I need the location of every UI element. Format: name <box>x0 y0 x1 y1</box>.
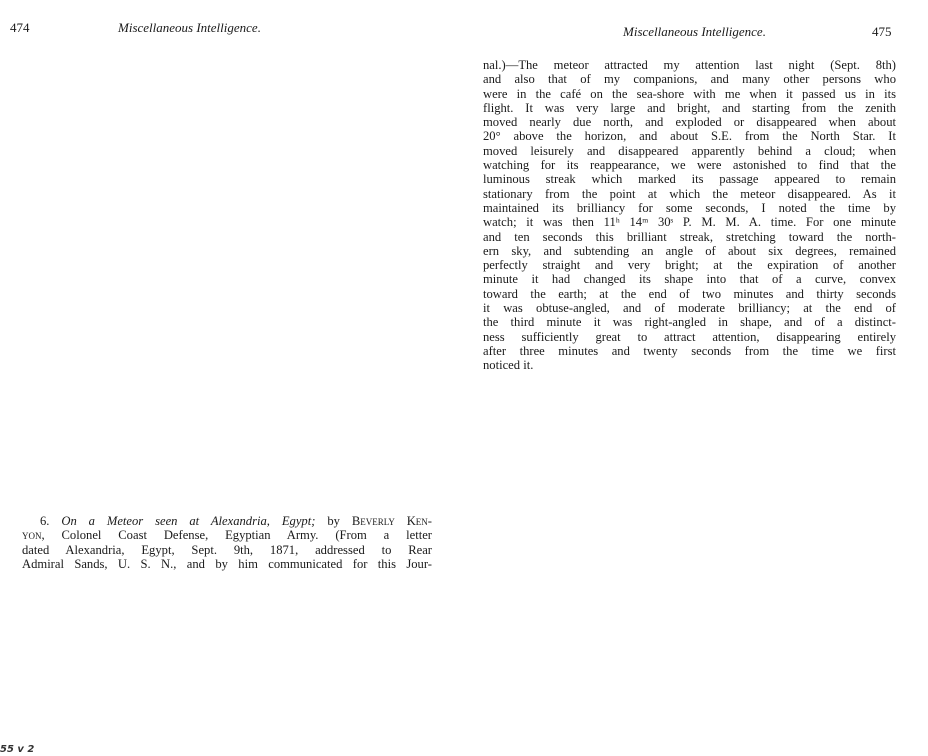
body-line: the third minute it was right-angled in shape, and of a distinct- <box>483 315 896 330</box>
body-line: were in the café on the sea-shore with me when it passed us in its <box>483 86 896 101</box>
body-line: moved leisurely and disappeared apparently behind a cloud; when <box>483 143 896 158</box>
body-line: watch; it was then 11ʰ 14ᵐ 30ˢ P. M. M. A. time. For one minute <box>483 215 896 230</box>
body-line: ern sky, and subtending an angle of about six degrees, remained <box>483 243 896 258</box>
article-heading-line <box>22 514 432 528</box>
page-number: 475 <box>872 24 892 39</box>
body-line: minute it had changed its shape into that of a curve, convex <box>483 272 896 287</box>
article-line: dated Alexandria, Egypt, Sept. 9th, 1871, addressed to Rear <box>22 542 432 557</box>
article-number: 6. <box>40 514 50 528</box>
body-line: perfectly straight and very bright; at the expiration of another <box>483 258 896 273</box>
author-name: Beverly Ken- <box>351 514 433 528</box>
body-line: watching for its reappearance, we were astonished to find that the <box>483 158 896 173</box>
body-line: stationary from the point at which the meteor disappeared. As it <box>483 186 896 201</box>
running-head: Miscellaneous Intelligence. <box>118 20 261 35</box>
by-text: by <box>327 514 340 528</box>
body-line: and ten seconds this brilliant streak, stretching toward the north- <box>483 229 896 244</box>
body-line: 20° above the horizon, and about S.E. from the North Star. It <box>483 129 896 144</box>
body-line: luminous streak which marked its passage appeared to remain <box>483 172 896 187</box>
body-line: nal.)—The meteor attracted my attention last night (Sept. 8th) <box>483 58 896 72</box>
body-line: noticed it. <box>483 358 534 373</box>
body-line: moved nearly due north, and exploded or disappeared when about <box>483 115 896 130</box>
body-line: ness sufficiently great to attract attention, disappearing entirely <box>483 329 896 344</box>
article-body <box>483 58 896 373</box>
article-title: On a Meteor seen at Alexandria, Egypt; <box>61 514 316 528</box>
body-line: after three minutes and twenty seconds from the time we first <box>483 343 896 358</box>
running-head: Miscellaneous Intelligence. <box>623 24 766 39</box>
body-line: maintained its brilliancy for some seconds, I noted the time by <box>483 200 896 215</box>
article-line: Admiral Sands, U. S. N., and by him communicated for this Jour- <box>22 556 432 571</box>
body-line: flight. It was very large and bright, and starting from the zenith <box>483 100 896 115</box>
article-line: yon, Colonel Coast Defense, Egyptian Army. (From a letter <box>22 528 432 543</box>
handwritten-note: 55 v 2 <box>0 744 35 755</box>
article-intro <box>22 514 432 571</box>
body-line: toward the earth; at the end of two minutes and thirty seconds <box>483 286 896 301</box>
body-line: and also that of my companions, and many other persons who <box>483 72 896 87</box>
page-number: 474 <box>10 20 30 35</box>
body-line: it was obtuse-angled, and of moderate brilliancy; at the end of <box>483 301 896 316</box>
